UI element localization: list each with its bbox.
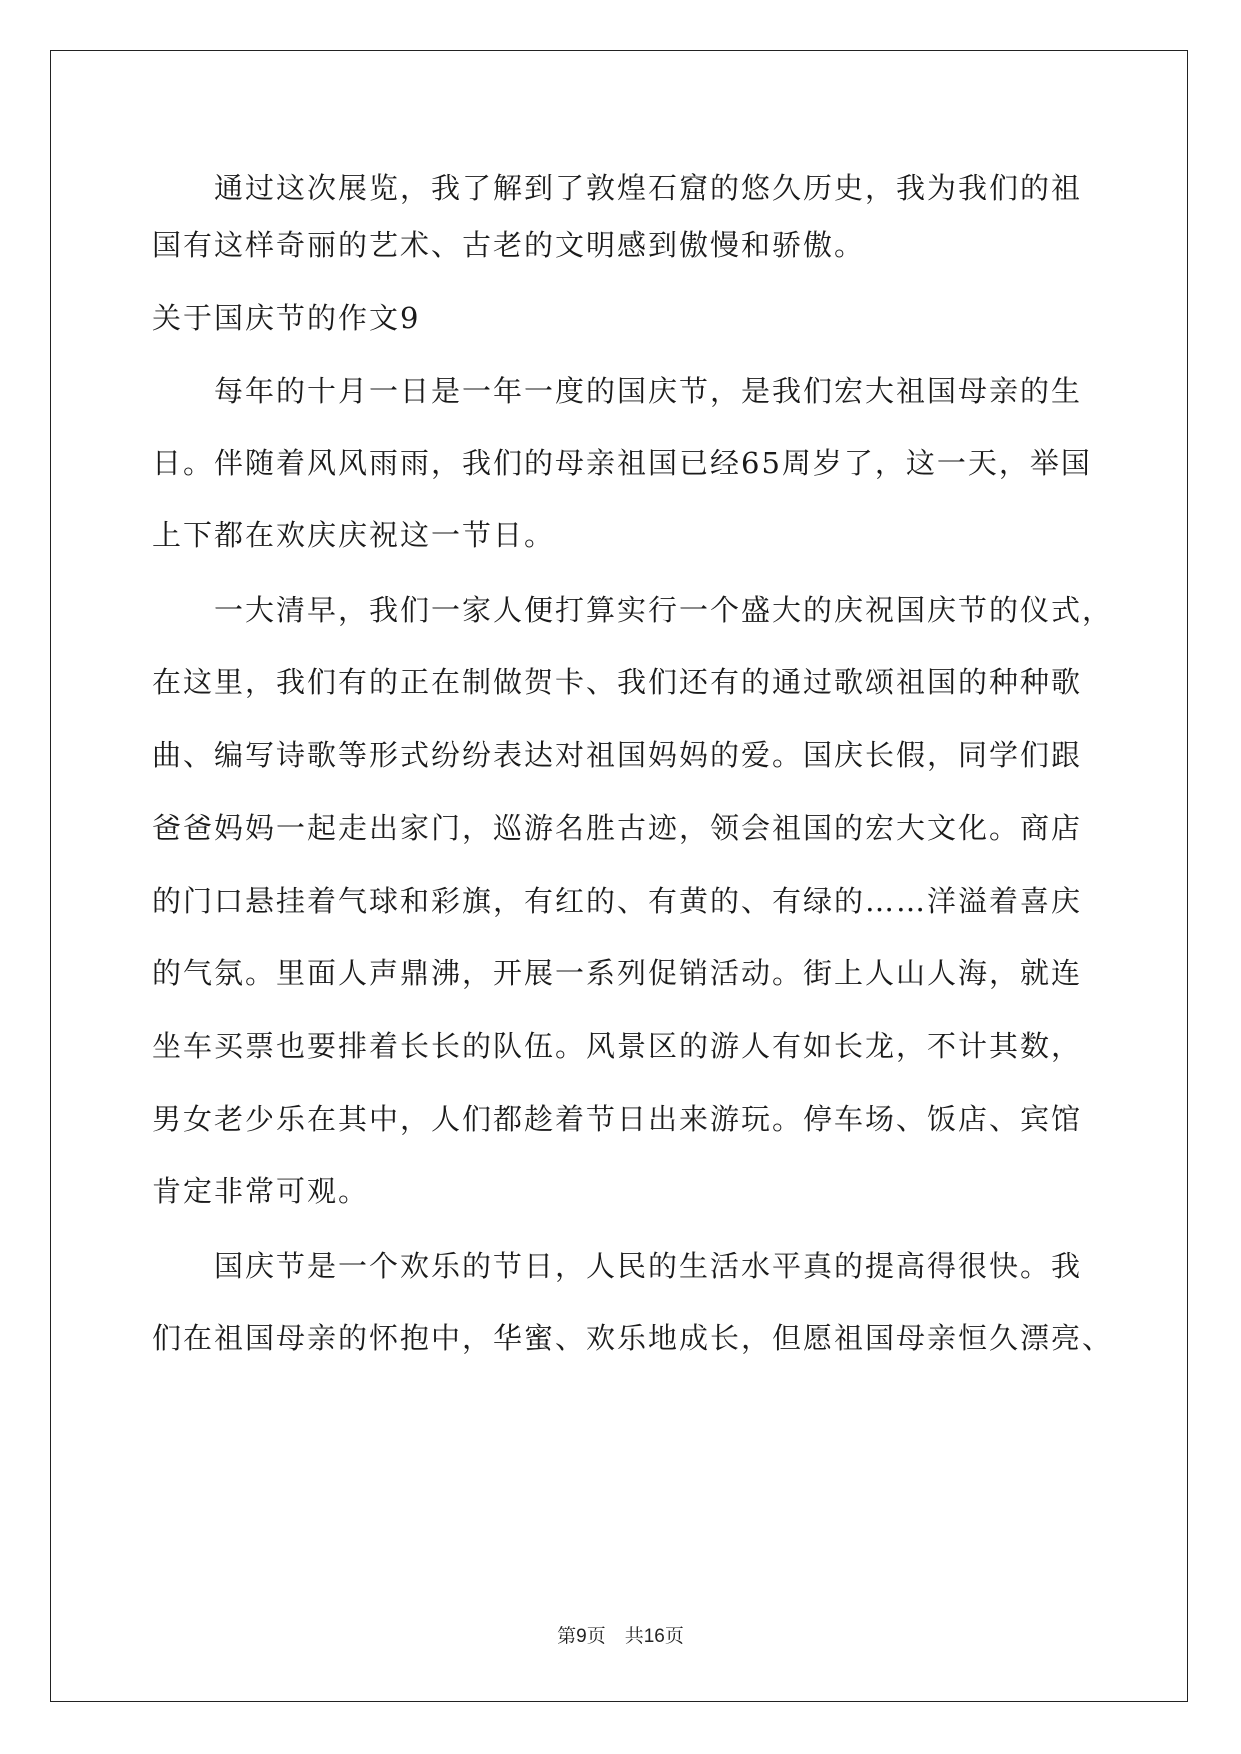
body-text-line: 在这里，我们有的正在制做贺卡、我们还有的通过歌颂祖国的种种歌: [152, 665, 1083, 699]
body-text-line: 男女老少乐在其中，人们都趁着节日出来游玩。停车场、饭店、宾馆: [152, 1102, 1083, 1136]
body-text-line: 国庆节是一个欢乐的节日，人民的生活水平真的提高得很快。我: [152, 1249, 1083, 1283]
body-text-line: 们在祖国母亲的怀抱中，华蜜、欢乐地成长，但愿祖国母亲恒久漂亮、: [152, 1321, 1114, 1355]
body-text-line: 每年的十月一日是一年一度的国庆节，是我们宏大祖国母亲的生: [152, 374, 1083, 408]
footer-total-suffix: 页: [664, 1625, 684, 1647]
body-text-line: 日。伴随着风风雨雨，我们的母亲祖国已经65周岁了，这一天，举国: [152, 446, 1092, 480]
current-page-number: 9: [576, 1626, 587, 1647]
page-footer: [0, 1621, 1241, 1648]
body-text-line: 爸爸妈妈一起走出家门，巡游名胜古迹，领会祖国的宏大文化。商店: [152, 811, 1083, 845]
body-text-line: 一大清早，我们一家人便打算实行一个盛大的庆祝国庆节的仪式，: [152, 593, 1114, 627]
body-text-line: 的门口悬挂着气球和彩旗，有红的、有黄的、有绿的……洋溢着喜庆: [152, 884, 1083, 918]
section-heading: 关于国庆节的作文9: [152, 301, 421, 335]
body-text-line: 国有这样奇丽的艺术、古老的文明感到傲慢和骄傲。: [152, 228, 866, 262]
footer-page-suffix: 页 共: [586, 1625, 644, 1647]
footer-prefix: 第: [557, 1625, 577, 1647]
total-pages-number: 16: [643, 1626, 665, 1647]
body-text-line: 肯定非常可观。: [152, 1174, 370, 1208]
body-text-line: 上下都在欢庆庆祝这一节日。: [152, 518, 556, 552]
body-text-line: 曲、编写诗歌等形式纷纷表达对祖国妈妈的爱。国庆长假，同学们跟: [152, 738, 1083, 772]
body-text-line: 坐车买票也要排着长长的队伍。风景区的游人有如长龙，不计其数，: [152, 1029, 1083, 1063]
body-text-line: 的气氛。里面人声鼎沸，开展一系列促销活动。街上人山人海，就连: [152, 956, 1083, 990]
body-text-line: 通过这次展览，我了解到了敦煌石窟的悠久历史，我为我们的祖: [152, 171, 1083, 205]
